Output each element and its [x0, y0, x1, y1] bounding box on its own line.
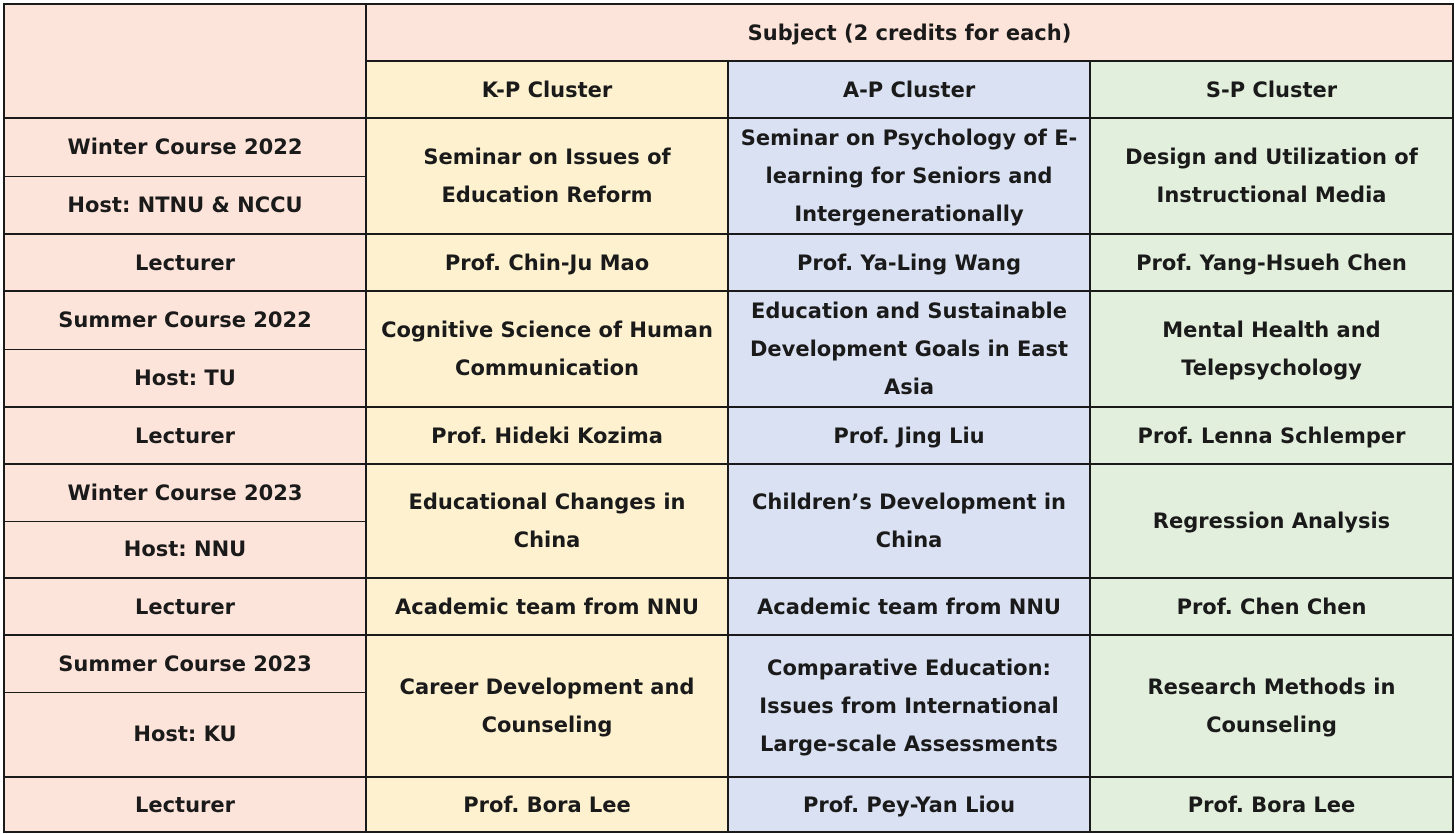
- lecturer-cell-sp: Prof. Lenna Schlemper: [1090, 407, 1453, 464]
- lecturer-label: Lecturer: [4, 407, 366, 464]
- corner-cell: [4, 4, 366, 118]
- lecturer-cell-ap: Academic team from NNU: [728, 578, 1090, 635]
- subject-header: Subject (2 credits for each): [366, 4, 1453, 61]
- host-label: Host: TU: [4, 349, 366, 407]
- cluster-header-kp: K-P Cluster: [366, 61, 728, 118]
- subject-cell-ap: Education and Sustainable Development Goals in East Asia: [728, 291, 1090, 407]
- lecturer-cell-kp: Academic team from NNU: [366, 578, 728, 635]
- lecturer-cell-kp: Prof. Hideki Kozima: [366, 407, 728, 464]
- lecturer-label: Lecturer: [4, 578, 366, 635]
- subject-cell-kp: Educational Changes in China: [366, 464, 728, 578]
- subject-cell-ap: Children’s Development in China: [728, 464, 1090, 578]
- lecturer-cell-sp: Prof. Yang-Hsueh Chen: [1090, 234, 1453, 291]
- cluster-header-sp: S-P Cluster: [1090, 61, 1453, 118]
- subject-cell-kp: Career Development and Counseling: [366, 635, 728, 777]
- subject-cell-sp: Research Methods in Counseling: [1090, 635, 1453, 777]
- subject-cell-sp: Design and Utilization of Instructional Media: [1090, 118, 1453, 234]
- cluster-header-ap: A-P Cluster: [728, 61, 1090, 118]
- lecturer-label: Lecturer: [4, 777, 366, 832]
- lecturer-cell-ap: Prof. Ya-Ling Wang: [728, 234, 1090, 291]
- course-label: Summer Course 2023: [4, 635, 366, 692]
- subject-cell-sp: Regression Analysis: [1090, 464, 1453, 578]
- subject-cell-kp: Cognitive Science of Human Communication: [366, 291, 728, 407]
- lecturer-cell-sp: Prof. Chen Chen: [1090, 578, 1453, 635]
- lecturer-cell-ap: Prof. Pey-Yan Liou: [728, 777, 1090, 832]
- lecturer-cell-sp: Prof. Bora Lee: [1090, 777, 1453, 832]
- course-label: Winter Course 2022: [4, 118, 366, 176]
- lecturer-cell-ap: Prof. Jing Liu: [728, 407, 1090, 464]
- subject-cell-ap: Seminar on Psychology of E-learning for Seniors and Intergenerationally: [728, 118, 1090, 234]
- host-label: Host: KU: [4, 692, 366, 777]
- course-schedule-table: [3, 3, 1454, 833]
- subject-cell-ap: Comparative Education: Issues from International Large-scale Assessments: [728, 635, 1090, 777]
- lecturer-label: Lecturer: [4, 234, 366, 291]
- host-label: Host: NTNU & NCCU: [4, 176, 366, 234]
- lecturer-cell-kp: Prof. Chin-Ju Mao: [366, 234, 728, 291]
- host-label: Host: NNU: [4, 521, 366, 578]
- lecturer-cell-kp: Prof. Bora Lee: [366, 777, 728, 832]
- subject-cell-sp: Mental Health and Telepsychology: [1090, 291, 1453, 407]
- course-label: Winter Course 2023: [4, 464, 366, 521]
- subject-cell-kp: Seminar on Issues of Education Reform: [366, 118, 728, 234]
- course-label: Summer Course 2022: [4, 291, 366, 349]
